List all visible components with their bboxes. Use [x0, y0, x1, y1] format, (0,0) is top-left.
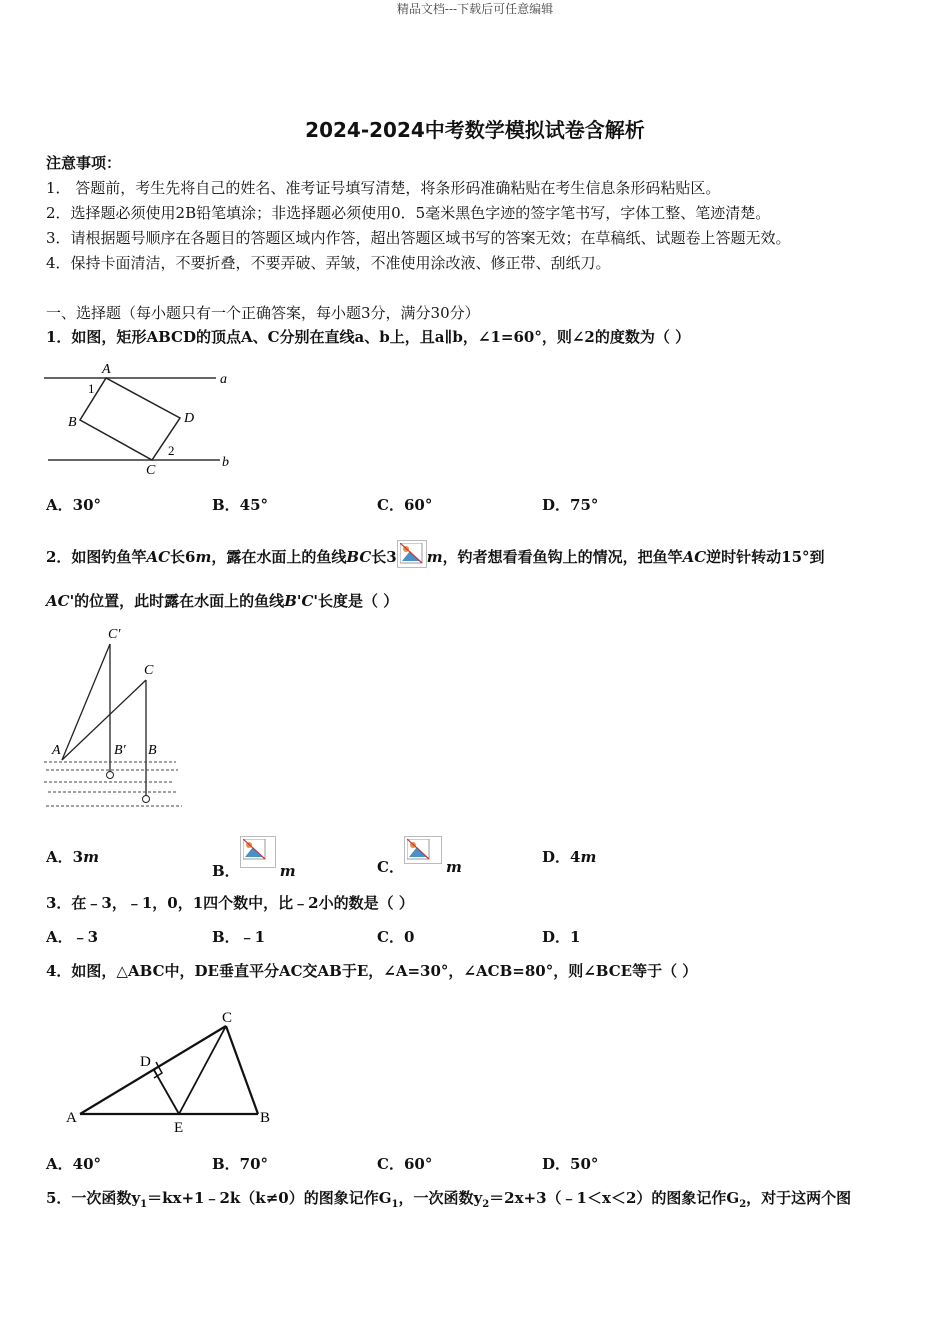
question-2-figure: [44, 622, 194, 814]
q3-option-a: A．﹣3: [46, 928, 99, 946]
question-4-stem: 4．如图，△ABC中，DE垂直平分AC交AB于E，∠A=30°，∠ACB=80°，则∠BCE等于（ ）: [46, 962, 698, 980]
notice-item: 3．请根据题号顺序在各题目的答题区域内作答，超出答题区域书写的答案无效；在草稿纸、试题卷上答题无效。: [46, 229, 791, 247]
question-1-figure: [44, 360, 234, 478]
q2-option-c: C． m: [377, 836, 462, 877]
notice-item: 1． 答题前，考生先将自己的姓名、准考证号填写清楚，将条形码准确粘贴在考生信息条形码粘贴区。: [46, 179, 721, 197]
label-a: A: [52, 743, 61, 758]
label-line-a: a: [220, 372, 227, 387]
label-B: B: [68, 415, 77, 430]
label-e: E: [174, 1120, 184, 1136]
broken-image-icon: [240, 836, 276, 868]
label-b-prime: B′: [114, 743, 126, 758]
broken-image-icon: [397, 540, 427, 568]
question-2-line-2: AC'的位置，此时露在水面上的鱼线B'C'长度是（ ）: [46, 592, 399, 610]
q1-option-d: D．75°: [542, 496, 599, 514]
question-3-stem: 3．在﹣3，﹣1，0，1四个数中，比﹣2小的数是（ ）: [46, 894, 414, 912]
notice-item: 4．保持卡面清洁，不要折叠，不要弄破、弄皱，不准使用涂改液、修正带、刮纸刀。: [46, 254, 611, 272]
notice-heading: 注意事项：: [46, 154, 122, 172]
notice-item: 2．选择题必须使用2B铅笔填涂；非选择题必须使用0．5毫米黑色字迹的签字笔书写，字体工整、笔迹清楚。: [46, 204, 771, 222]
label-c-prime: C′: [108, 627, 121, 642]
page-header: 精品文档---下载后可任意编辑: [396, 2, 554, 16]
q3-option-c: C．0: [377, 928, 415, 946]
question-1-stem: 1．如图，矩形ABCD的顶点A、C分别在直线a、b上，且a∥b，∠1=60°，则∠2的度数为（ ）: [46, 328, 691, 346]
q1-option-c: C．60°: [377, 496, 433, 514]
q1-option-b: B．45°: [212, 496, 269, 514]
label-line-b: b: [222, 455, 229, 470]
label-c: C: [222, 1010, 233, 1026]
label-c: C: [144, 663, 154, 678]
label-d: D: [140, 1054, 151, 1070]
label-b: B: [260, 1110, 271, 1126]
question-2-line-1: 2．如图钓鱼竿AC长6m，露在水面上的鱼线BC长3 m，钓者想看看鱼钩上的情况，把鱼竿AC逆时针转动15°到: [46, 540, 825, 568]
q4-option-b: B．70°: [212, 1155, 269, 1173]
q3-option-b: B．﹣1: [212, 928, 266, 946]
q4-option-c: C．60°: [377, 1155, 433, 1173]
section-heading: 一、选择题（每小题只有一个正确答案，每小题3分，满分30分）: [46, 304, 480, 322]
question-4-figure: [64, 1006, 284, 1138]
question-5-stem: 5．一次函数$y_1=kx+1﹣2k(k\ne 0)$的图象记作$G_1$，一次函数$y_2=2x+3(﹣1<x<2)$的图象记作$G_2$，对于这两个图: [46, 1189, 852, 1210]
label-angle-2: 2: [168, 443, 175, 458]
label-A: A: [102, 362, 111, 377]
page-title: 2024-2024中考数学模拟试卷含解析: [305, 118, 645, 142]
broken-image-icon: [404, 836, 442, 864]
label-D: D: [184, 411, 195, 426]
q4-option-d: D．50°: [542, 1155, 599, 1173]
label-b: B: [148, 743, 157, 758]
q3-option-d: D．1: [542, 928, 581, 946]
q2-option-b: B． m: [212, 836, 296, 881]
q1-option-a: A．30°: [46, 496, 102, 514]
q2-option-d: D．4m: [542, 848, 597, 866]
q4-option-a: A．40°: [46, 1155, 102, 1173]
q2-option-a: A．3m: [46, 848, 99, 866]
label-C: C: [146, 463, 156, 478]
label-a: A: [66, 1110, 77, 1126]
label-angle-1: 1: [88, 381, 95, 396]
